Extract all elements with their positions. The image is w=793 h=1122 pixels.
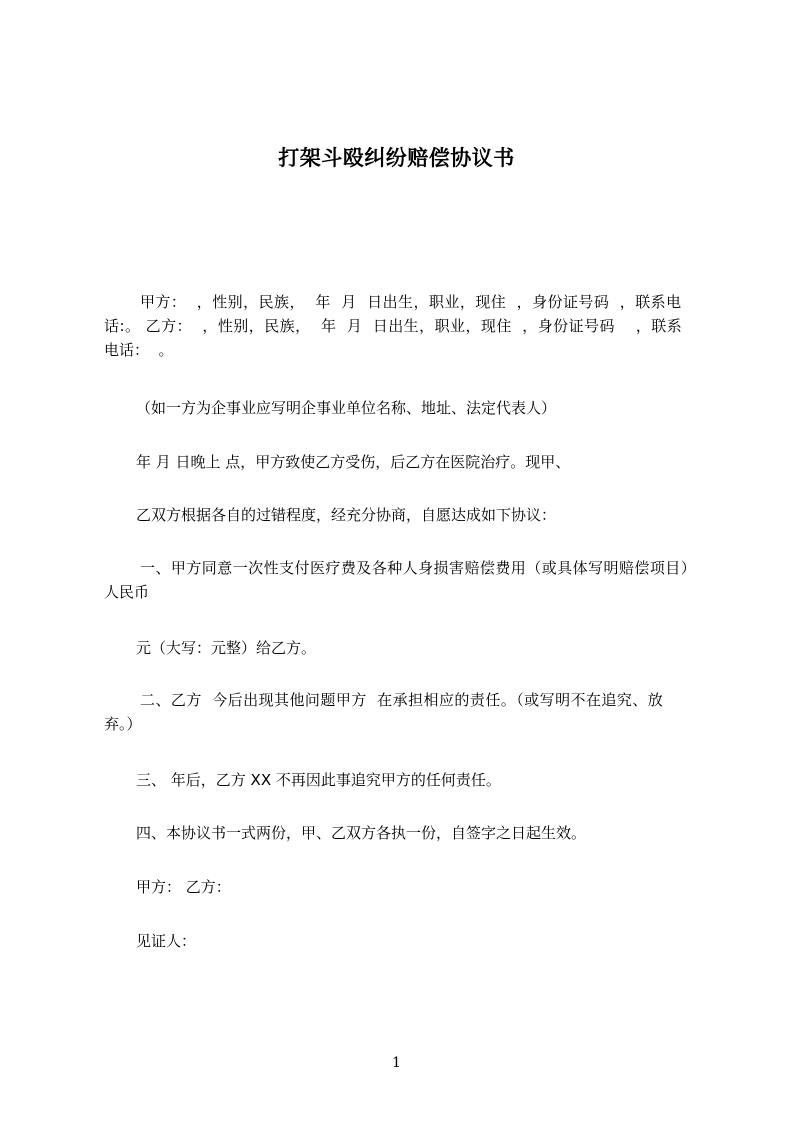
clause-2 <box>104 688 704 736</box>
clause-1 <box>104 556 704 604</box>
clause-1-amount: 元（大写：元整）给乙方。 <box>136 639 317 657</box>
incident-description: 年 月 日晚上 点，甲方致使乙方受伤，后乙方在医院治疗。现甲、 <box>136 453 571 471</box>
parties-line-1: 甲方： ，性别，民族， 年 月 日出生，职业，现住 ，身份证号码 ，联系电 <box>140 293 682 311</box>
enterprise-note: （如一方为企事业应写明企事业单位名称、地址、法定代表人） <box>136 399 557 417</box>
clause-1-line-2: 人民币 <box>104 583 150 601</box>
parties-line-2: 话:。 乙方： ，性别，民族， 年 月 日出生，职业，现住 ，身份证号码 ，联系 <box>104 317 683 335</box>
clause-4: 四、本协议书一式两份，甲、乙双方各执一份，自签字之日起生效。 <box>136 824 587 842</box>
clause-3: 三、 年后，乙方 XX 不再因此事追究甲方的任何责任。 <box>136 771 501 789</box>
clause-2-line-2: 弃。） <box>104 715 142 733</box>
witness-line: 见证人： <box>136 932 197 950</box>
document-title: 打架斗殴纠纷赔偿协议书 <box>278 146 515 170</box>
clause-2-line-1: 二、乙方 今后出现其他问题甲方 在承担相应的责任。（或写明不在追究、放 <box>140 691 664 709</box>
parties-line-3: 电话： 。 <box>104 341 174 359</box>
agreement-intro: 乙双方根据各自的过错程度，经充分协商，自愿达成如下协议： <box>136 506 557 524</box>
clause-1-line-1: 一、甲方同意一次性支付医疗费及各种人身损害赔偿费用（或具体写明赔偿项目） <box>140 559 697 577</box>
signature-line: 甲方： 乙方： <box>136 878 231 896</box>
parties-paragraph <box>104 290 704 362</box>
page-number: 1 <box>392 1055 401 1071</box>
